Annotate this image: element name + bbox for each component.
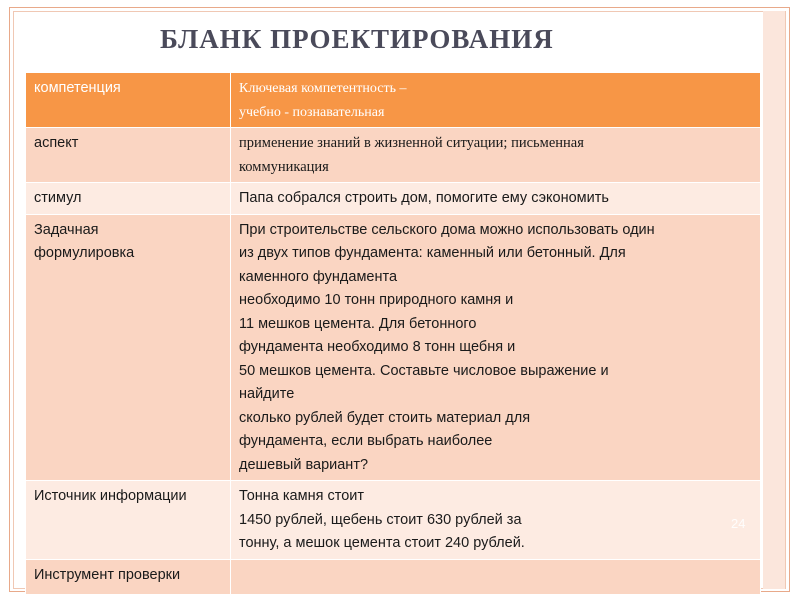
row-label: Источник информации bbox=[26, 481, 231, 560]
slide-side-stripe bbox=[763, 11, 785, 589]
row-label: Инструмент проверки bbox=[26, 559, 231, 594]
row-label: аспект bbox=[26, 128, 231, 183]
page-title: БЛАНК ПРОЕКТИРОВАНИЯ bbox=[160, 24, 554, 54]
table-row-task bbox=[26, 214, 761, 481]
row-label: стимул bbox=[26, 183, 231, 215]
table-row-aspect bbox=[26, 128, 761, 183]
table-row-check-tool bbox=[26, 559, 761, 594]
row-value: Тонна камня стоит 1450 рублей, щебень стоит 630 рублей за тонну, а мешок цемента стоит 240 рублей. bbox=[231, 481, 761, 560]
row-value: Ключевая компетентность – учебно - познавательная bbox=[231, 73, 761, 128]
row-label: компетенция bbox=[26, 73, 231, 128]
table-row-source bbox=[26, 481, 761, 560]
table-row-stimulus bbox=[26, 183, 761, 215]
row-value bbox=[231, 559, 761, 594]
table-row-competence bbox=[26, 73, 761, 128]
design-form-table bbox=[25, 72, 761, 595]
row-value: применение знаний в жизненной ситуации; письменная коммуникация bbox=[231, 128, 761, 183]
row-label: Задачная формулировка bbox=[26, 214, 231, 481]
page-number: 24 bbox=[731, 516, 746, 531]
row-value: При строительстве сельского дома можно использовать один из двух типов фундамента: каменный или бетонный. Для каменного фундамента необходимо 10 тонн природного камня и 11 мешков цемента. Для бетонного фундамента необходимо 8 тонн щебня и 50 мешков цемента. Составьте числовое выражение и найдите сколько рублей будет стоить материал для фундамента, если выбрать наиболее дешевый вариант? bbox=[231, 214, 761, 481]
row-value: Папа собрался строить дом, помогите ему сэкономить bbox=[231, 183, 761, 215]
